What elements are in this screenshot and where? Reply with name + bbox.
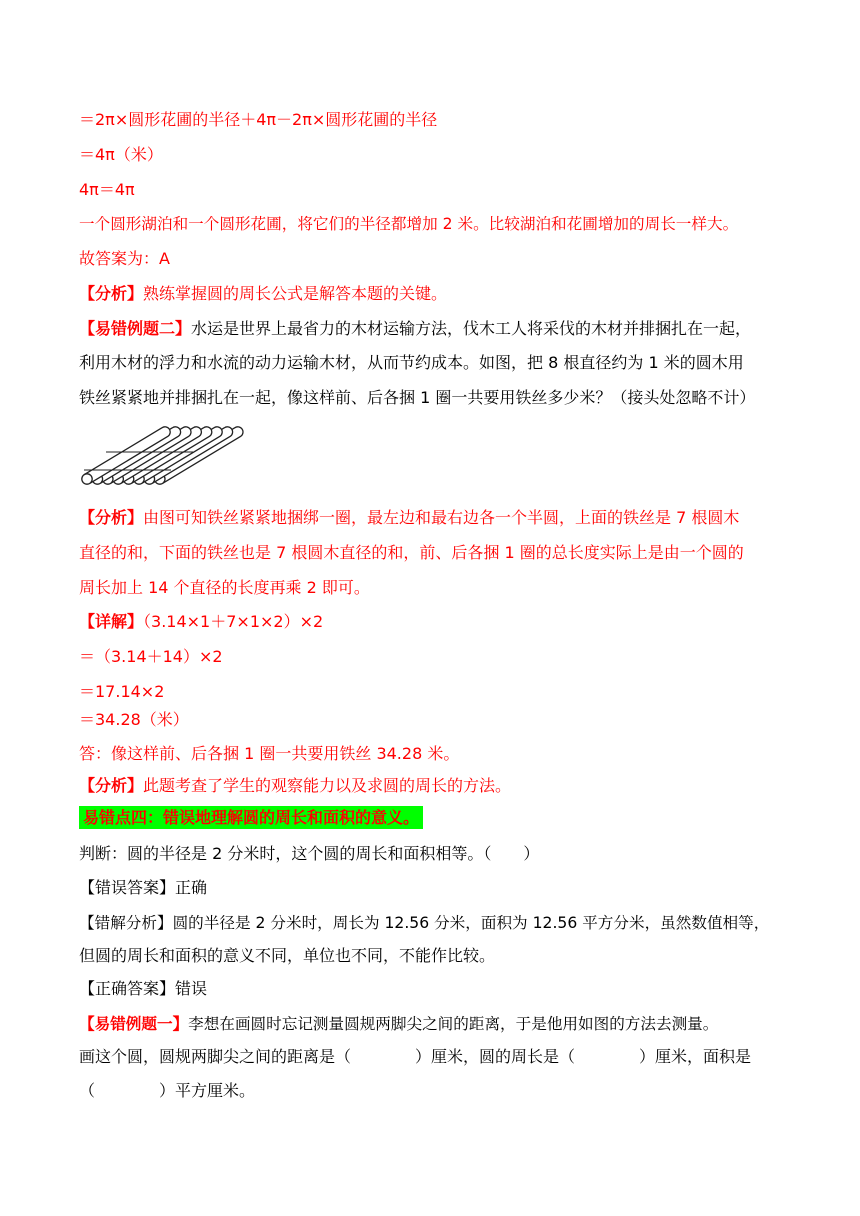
example-2-line-2: 利用木材的浮力和水流的动力运输木材，从而节约成本。如图，把 8 根直径约为 1 米的圆木用 bbox=[79, 353, 744, 372]
log-end bbox=[82, 474, 92, 484]
section-heading: 易错点四：错误地理解圆的周长和面积的意义。 bbox=[79, 806, 790, 830]
wrong-answer: 【错误答案】正确 bbox=[79, 878, 208, 897]
conclusion-line: 一个圆形湖泊和一个圆形花圃，将它们的半径都增加 2 米。比较湖泊和花圃增加的周长一样大。 bbox=[79, 215, 739, 233]
judge-question: 判断：圆的半径是 2 分米时，这个圆的周长和面积相等。（ ） bbox=[79, 844, 540, 863]
detail-line-2: ＝（3.14＋14）×2 bbox=[79, 647, 223, 666]
detail-line-4: ＝34.28（米） bbox=[79, 710, 189, 729]
detail-line-3: ＝17.14×2 bbox=[79, 682, 165, 701]
analysis-line-2c: 周长加上 14 个直径的长度再乘 2 即可。 bbox=[79, 578, 370, 597]
analysis-line-2a: 【分析】由图可知铁丝紧紧地捆绑一圈，最左边和最右边各一个半圆，上面的铁丝是 7 根圆木 bbox=[79, 508, 740, 527]
analysis-line-2b: 直径的和，下面的铁丝也是 7 根圆木直径的和，前、后各捆 1 圈的总长度实际上是由一个圆的 bbox=[79, 543, 744, 562]
example-2-line-1: 【易错例题二】水运是世界上最省力的木材运输方法，伐木工人将采伐的木材并排捆扎在一起， bbox=[79, 319, 752, 338]
calc-line-3: 4π＝4π bbox=[79, 180, 135, 199]
bundled-logs-illustration bbox=[79, 422, 244, 488]
answer-line-2: 答：像这样前、后各捆 1 圈一共要用铁丝 34.28 米。 bbox=[79, 744, 460, 763]
correct-answer: 【正确答案】错误 bbox=[79, 979, 208, 998]
example-1-line-1: 【易错例题一】李想在画圆时忘记测量圆规两脚尖之间的距离，于是他用如图的方法去测量。 bbox=[79, 1015, 719, 1033]
error-analysis-2: 但圆的周长和面积的意义不同，单位也不同，不能作比较。 bbox=[79, 946, 496, 965]
error-analysis-1: 【错解分析】圆的半径是 2 分米时，周长为 12.56 分米，面积为 12.56 平方分米，虽然数值相等， bbox=[79, 914, 770, 932]
calc-line-2: ＝4π（米） bbox=[79, 145, 163, 164]
example-1-line-2: 画这个圆，圆规两脚尖之间的距离是（ ）厘米，圆的周长是（ ）厘米，面积是 bbox=[79, 1047, 752, 1066]
analysis-line-1: 【分析】熟练掌握圆的周长公式是解答本题的关键。 bbox=[79, 284, 448, 303]
analysis-line-3: 【分析】此题考查了学生的观察能力以及求圆的周长的方法。 bbox=[79, 776, 512, 795]
example-2-line-3: 铁丝紧紧地并排捆扎在一起，像这样前、后各捆 1 圈一共要用铁丝多少米？（接头处忽略不计） bbox=[79, 388, 756, 407]
example-1-line-3: （ ）平方厘米。 bbox=[79, 1081, 256, 1100]
detail-line-1: 【详解】（3.14×1＋7×1×2）×2 bbox=[79, 612, 324, 631]
calc-line-1: ＝2π×圆形花圃的半径＋4π－2π×圆形花圃的半径 bbox=[79, 110, 438, 129]
answer-line: 故答案为：A bbox=[79, 249, 170, 268]
